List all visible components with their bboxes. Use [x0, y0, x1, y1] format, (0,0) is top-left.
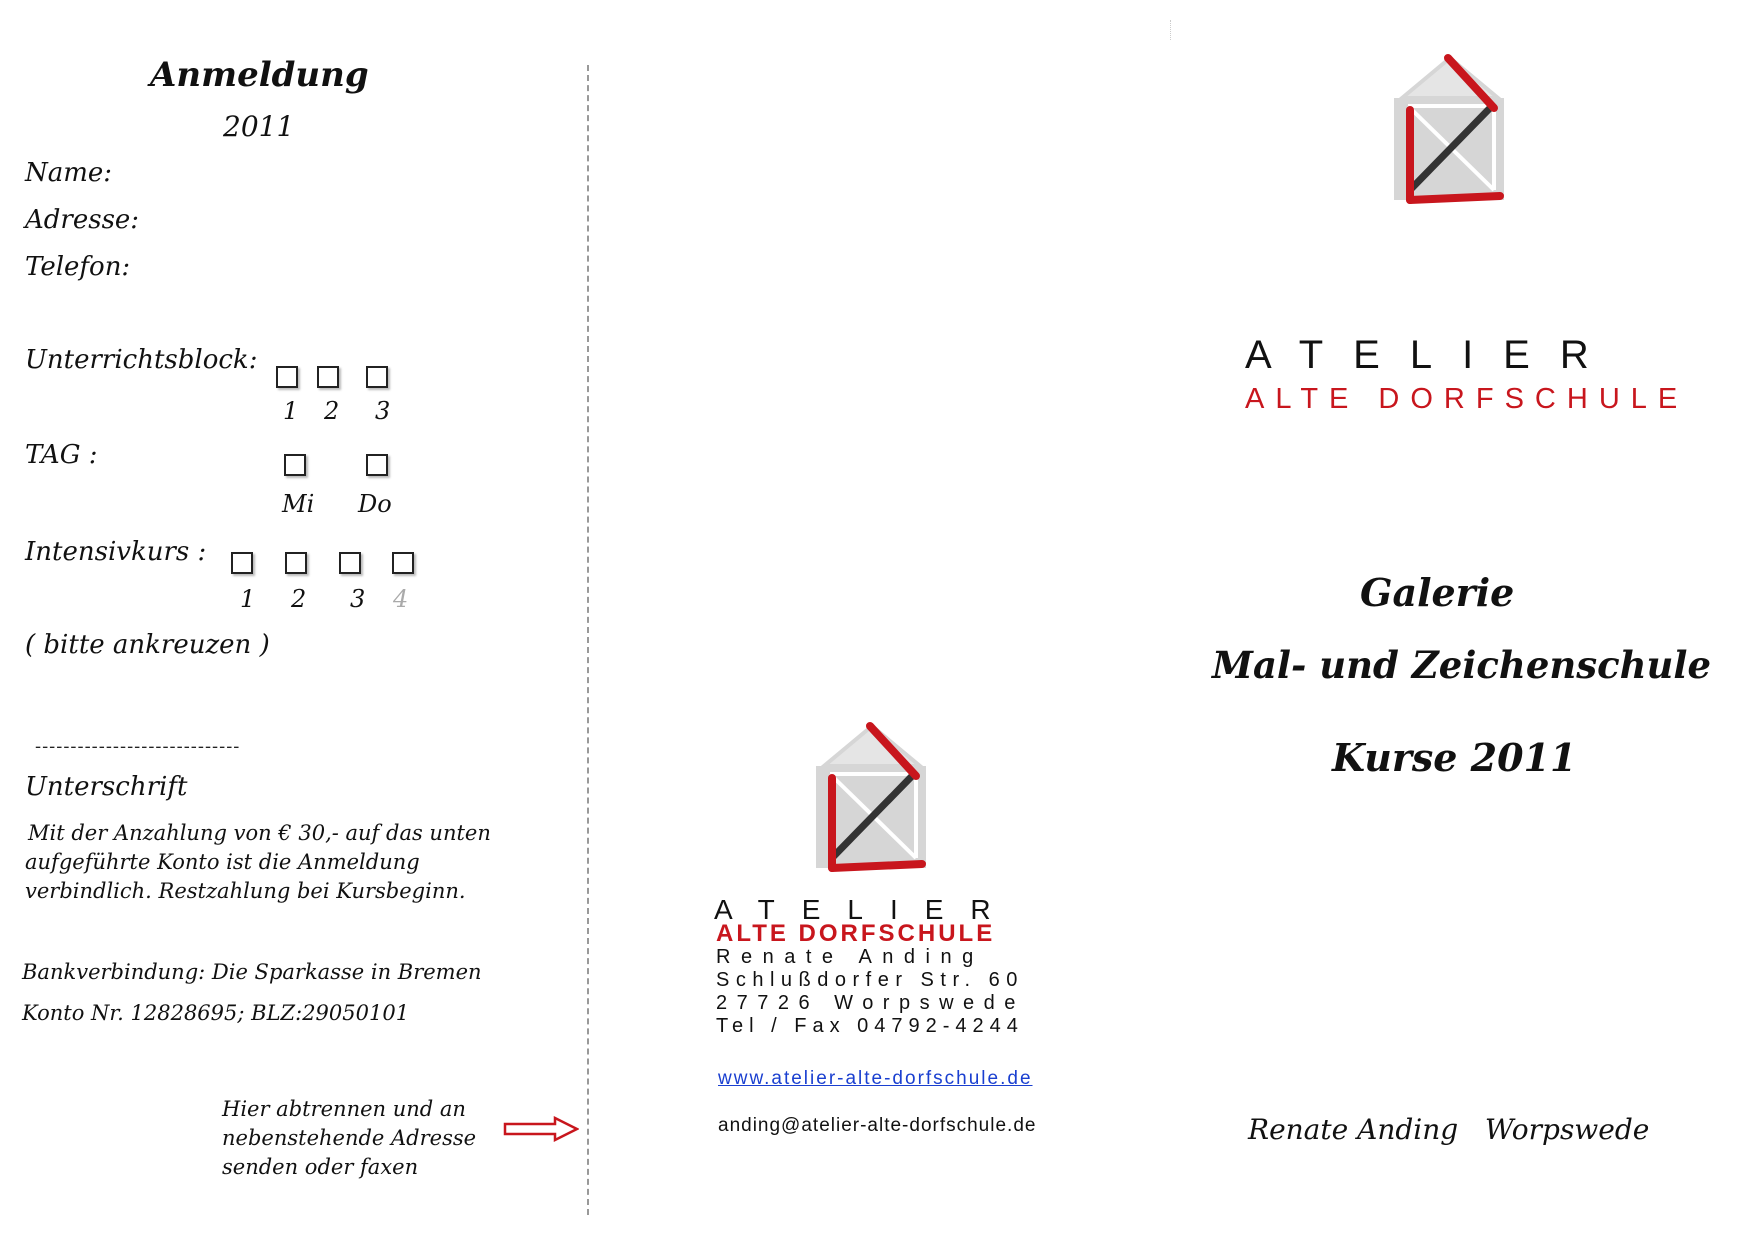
intensive-checkbox-2[interactable]	[285, 552, 307, 574]
intensive-checkbox-1[interactable]	[231, 552, 253, 574]
intensive-checkbox-4[interactable]	[392, 552, 414, 574]
signature-line: -----------------------------	[35, 736, 241, 757]
block-option-label-2: 2	[324, 397, 340, 425]
intensive-option-label-2: 2	[291, 585, 307, 613]
cut-instruction-line-1: Hier abtrennen und an	[222, 1097, 466, 1121]
house-logo-icon	[810, 718, 938, 878]
form-title: Anmeldung	[150, 55, 369, 95]
right-arrow-icon	[503, 1116, 579, 1142]
bank-text: Bankverbindung: Die Sparkasse in Bremen	[22, 960, 482, 984]
cover-brand: ATELIER	[1245, 333, 1619, 377]
day-checkbox-do[interactable]	[366, 454, 388, 476]
instruction-text: ( bitte ankreuzen )	[25, 630, 270, 660]
form-year: 2011	[223, 110, 295, 143]
name-field-label: Name:	[25, 158, 113, 188]
intensive-label: Intensivkurs :	[25, 537, 207, 567]
cut-instruction	[222, 1095, 522, 1182]
block-option-label-3: 3	[375, 397, 391, 425]
intensive-option-label-4: 4	[393, 585, 409, 613]
cover-footer: Renate Anding Worpswede	[1248, 1113, 1650, 1146]
day-label: TAG :	[25, 440, 98, 470]
cut-line	[587, 65, 589, 1215]
block-checkbox-1[interactable]	[276, 366, 298, 388]
cover-line-galerie: Galerie	[1360, 570, 1515, 615]
block-option-label-1: 1	[283, 397, 299, 425]
day-option-label-do: Do	[358, 490, 392, 518]
email-address: anding@atelier-alte-dorfschule.de	[718, 1115, 1037, 1136]
deposit-text-line-1: Mit der Anzahlung von € 30,- auf das unten	[28, 821, 491, 845]
cover-line-courses: Kurse 2011	[1332, 735, 1577, 780]
website-link[interactable]: www.atelier-alte-dorfschule.de	[718, 1068, 1033, 1089]
account-text: Konto Nr. 12828695; BLZ:29050101	[22, 1001, 410, 1025]
address-field-label: Adresse:	[25, 205, 140, 235]
contact-brand: ATELIER	[714, 894, 1018, 925]
intensive-checkbox-3[interactable]	[339, 552, 361, 574]
block-label: Unterrichtsblock:	[25, 345, 258, 375]
contact-subbrand: ALTE DORFSCHULE	[716, 920, 996, 947]
contact-owner: Renate Anding	[716, 946, 984, 968]
phone-field-label: Telefon:	[25, 252, 131, 282]
contact-street: Schlußdorfer Str. 60	[716, 969, 1024, 991]
contact-city: 27726 Worpswede	[716, 992, 1025, 1014]
signature-label: Unterschrift	[25, 772, 188, 802]
deposit-text-line-3: verbindlich. Restzahlung bei Kursbeginn.	[25, 879, 466, 903]
day-checkbox-mi[interactable]	[284, 454, 306, 476]
block-checkbox-3[interactable]	[366, 366, 388, 388]
cut-instruction-line-3: senden oder faxen	[222, 1155, 419, 1179]
house-logo-icon	[1388, 50, 1516, 210]
intensive-option-label-3: 3	[350, 585, 366, 613]
block-checkbox-2[interactable]	[317, 366, 339, 388]
intensive-option-label-1: 1	[240, 585, 256, 613]
cover-line-school: Mal- und Zeichenschule	[1212, 643, 1712, 687]
cut-instruction-line-2: nebenstehende Adresse	[222, 1126, 477, 1150]
cover-subbrand: ALTE DORFSCHULE	[1245, 383, 1689, 415]
day-option-label-mi: Mi	[282, 490, 315, 518]
deposit-text-line-2: aufgeführte Konto ist die Anmeldung	[25, 850, 420, 874]
contact-phone: Tel / Fax 04792-4244	[716, 1015, 1024, 1037]
fold-mark	[1170, 20, 1173, 40]
